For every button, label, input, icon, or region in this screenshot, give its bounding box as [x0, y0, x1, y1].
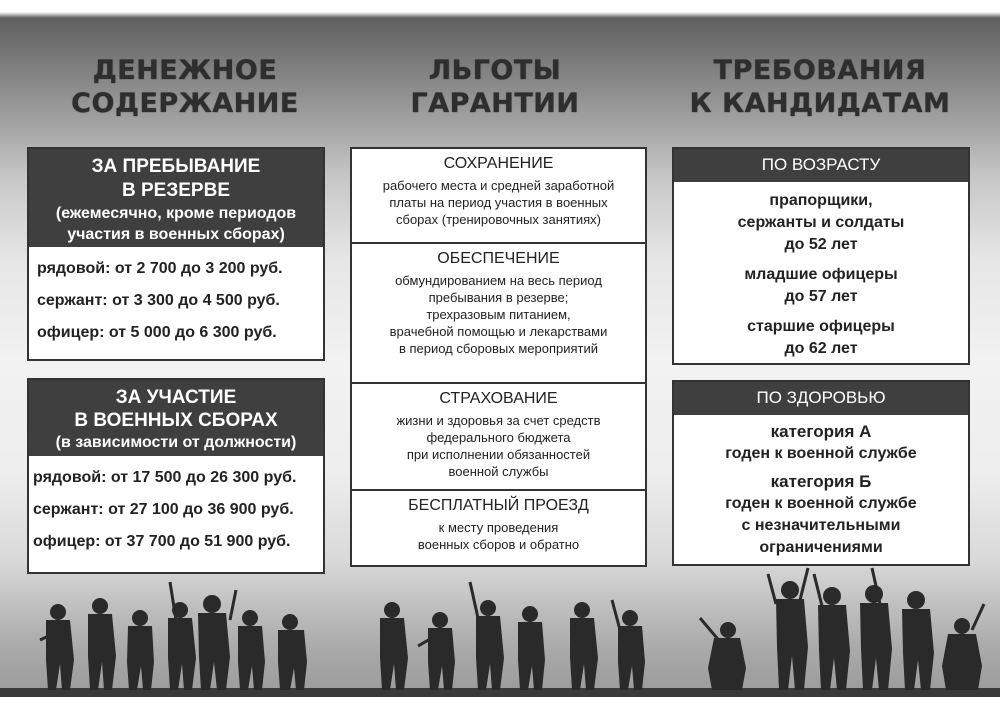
reserve-pay-box	[27, 147, 325, 361]
training-pay-box	[27, 378, 325, 574]
health-requirements-list	[674, 415, 968, 559]
benefit-section-supply: ОБЕСПЕЧЕНИЕ обмундированием на весь период пребывания в резерве; трехразовым питанием, врачебной помощью и лекарствами в период сборовых мероприятий	[352, 244, 645, 384]
soldier-group-right	[700, 568, 984, 690]
reserve-pay-heading: ЗА ПРЕБЫВАНИЕ В РЕЗЕРВЕ (ежемесячно, кроме периодов участия в военных сборах)	[29, 149, 323, 247]
age-requirements-heading: ПО ВОЗРАСТУ	[674, 149, 968, 182]
list-item: старшие офицеры до 62 лет	[747, 318, 895, 357]
list-item: прапорщики, сержанты и солдаты до 52 лет	[737, 192, 905, 253]
requirements-column-title: ТРЕБОВАНИЯ К КАНДИДАТАМ	[689, 55, 951, 119]
training-pay-heading: ЗА УЧАСТИЕ В ВОЕННЫХ СБОРАХ (в зависимости от должности)	[29, 380, 323, 456]
soldier-silhouettes-image	[0, 560, 1000, 697]
benefit-section-keep-job: СОХРАНЕНИЕ рабочего места и средней заработной платы на период участия в военных сборах (тренировочных занятиях)	[352, 149, 645, 244]
age-requirements-list	[674, 182, 968, 360]
list-item: категория Б годен к военной службе с незначительными ограничениями	[725, 472, 917, 556]
health-requirements-heading: ПО ЗДОРОВЬЮ	[674, 382, 968, 415]
soldier-group-middle	[380, 582, 645, 690]
list-item: категория А годен к военной службе	[725, 422, 917, 462]
benefit-section-insurance: СТРАХОВАНИЕ жизни и здоровья за счет средств федерального бюджета при исполнении обязанностей военной службы	[352, 384, 645, 491]
list-item: рядовой: от 2 700 до 3 200 руб.	[37, 260, 283, 277]
health-requirements-box	[672, 380, 970, 566]
list-item: офицер: от 37 700 до 51 900 руб.	[33, 533, 291, 550]
soldier-group-left	[40, 582, 307, 690]
benefit-section-free-travel: БЕСПЛАТНЫЙ ПРОЕЗД к месту проведения военных сборов и обратно	[408, 497, 589, 552]
list-item: рядовой: от 17 500 до 26 300 руб.	[33, 469, 297, 486]
salary-column-title: ДЕНЕЖНОЕ СОДЕРЖАНИЕ	[71, 55, 299, 119]
list-item: младшие офицеры до 57 лет	[744, 266, 898, 305]
age-requirements-box	[672, 147, 970, 365]
list-item: офицер: от 5 000 до 6 300 руб.	[37, 324, 277, 341]
reserve-pay-list	[29, 247, 323, 355]
list-item: сержант: от 3 300 до 4 500 руб.	[37, 292, 280, 309]
benefits-box	[350, 147, 647, 567]
benefits-column-title: ЛЬГОТЫ ГАРАНТИИ	[410, 55, 580, 119]
training-pay-list	[29, 456, 323, 564]
list-item: сержант: от 27 100 до 36 900 руб.	[33, 501, 294, 518]
